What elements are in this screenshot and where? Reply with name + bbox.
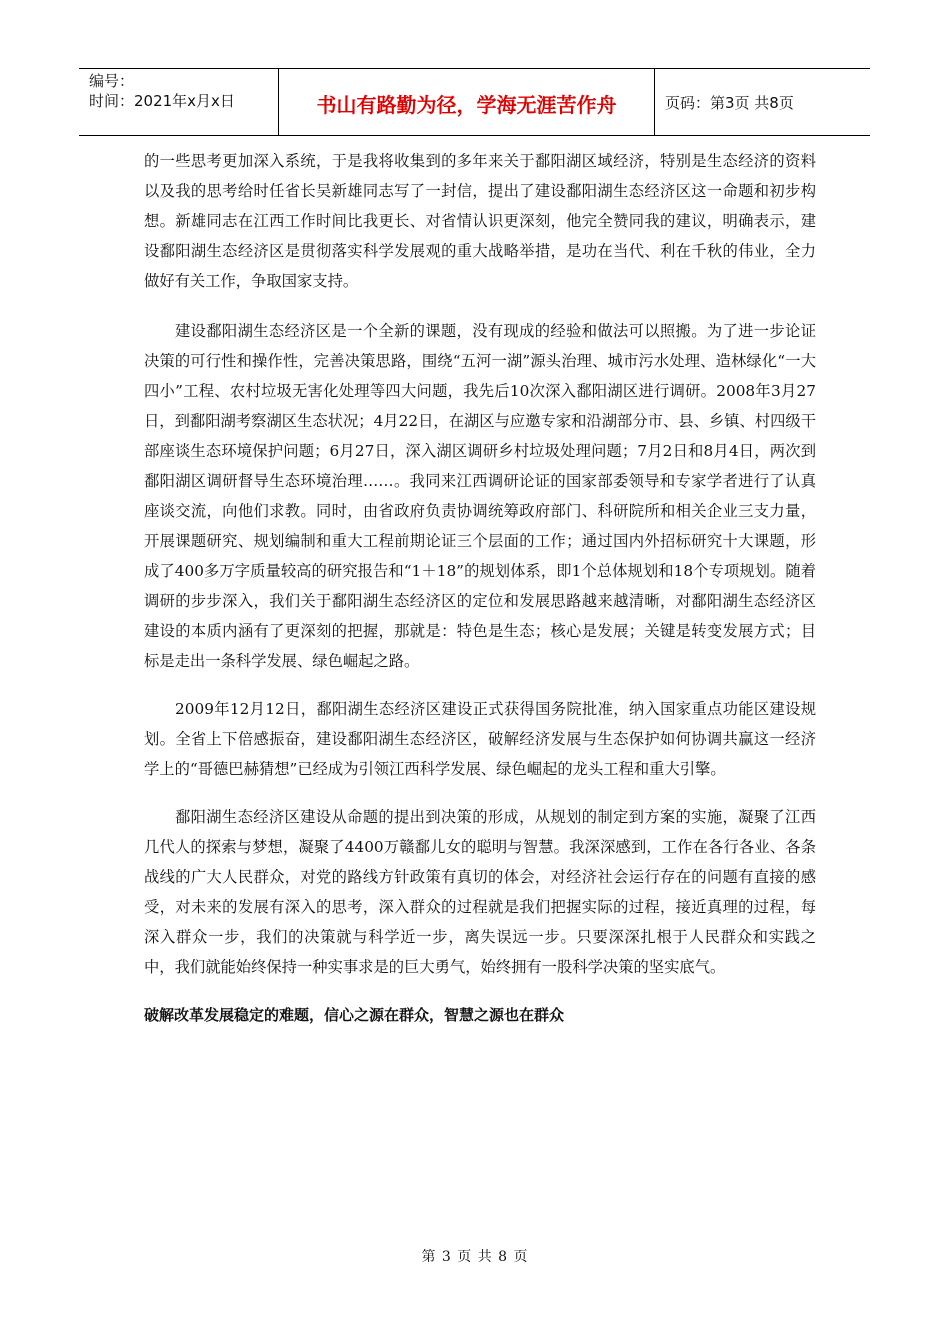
header-meta [79, 69, 279, 135]
paragraph: 鄱阳湖生态经济区建设从命题的提出到决策的形成，从规划的制定到方案的实施，凝聚了江西几代人的探索与梦想，凝聚了4400万赣鄱儿女的聪明与智慧。我深深感到，工作在各行各业、各条战线的广大人民群众，对党的路线方针政策有真切的体会，对经济社会运行存在的问题有直接的感受，对未来的发展有深入的思考，深入群众的过程就是我们把握实际的过程，接近真理的过程，每深入群众一步，我们的决策就与科学近一步，离失误远一步。只要深深扎根于人民群众和实践之中，我们就能始终保持一种实事求是的巨大勇气，始终拥有一股科学决策的坚实底气。 [144, 808, 816, 976]
section-heading: 破解改革发展稳定的难题，信心之源在群众，智慧之源也在群众 [144, 1006, 565, 1024]
header-page-info: 页码：第3页 共8页 [665, 93, 794, 112]
header-motto: 书山有路勤为径，学海无涯苦作舟 [279, 69, 655, 135]
paragraph: 2009年12月12日，鄱阳湖生态经济区建设正式获得国务院批准，纳入国家重点功能区建设规划。全省上下倍感振奋，建设鄱阳湖生态经济区，破解经济发展与生态保护如何协调共赢这一经济学上的“哥德巴赫猜想”已经成为引领江西科学发展、绿色崛起的龙头工程和重大引擎。 [144, 700, 816, 778]
paragraph: 建设鄱阳湖生态经济区是一个全新的课题，没有现成的经验和做法可以照搬。为了进一步论证决策的可行性和操作性，完善决策思路，围绕“五河一湖”源头治理、城市污水处理、造林绿化“一大四小”工程、农村垃圾无害化处理等四大问题，我先后10次深入鄱阳湖区进行调研。2008年3月27日，到鄱阳湖考察湖区生态状况；4月22日，在湖区与应邀专家和沿湖部分市、县、乡镇、村四级干部座谈生态环境保护问题；6月27日，深入湖区调研乡村垃圾处理问题；7月2日和8月4日，两次到鄱阳湖区调研督导生态环境治理……。我同来江西调研论证的国家部委领导和专家学者进行了认真座谈交流，向他们求教。同时，由省政府负责协调统筹政府部门、科研院所和相关企业三支力量，开展课题研究、规划编制和重大工程前期论证三个层面的工作；通过国内外招标研究十大课题，形成了400多万字质量较高的研究报告和“1＋18”的规划体系，即1个总体规划和18个专项规划。随着调研的步步深入，我们关于鄱阳湖生态经济区的定位和发展思路越来越清晰，对鄱阳湖生态经济区建设的本质内涵有了更深刻的把握，那就是：特色是生态；核心是发展；关键是转变发展方式；目标是走出一条科学发展、绿色崛起之路。 [144, 322, 816, 670]
page-footer: 第 3 页 共 8 页 [421, 1249, 529, 1265]
number-label: 编号： [89, 72, 135, 90]
page-header [79, 68, 870, 136]
document-body [144, 146, 816, 1030]
date-label: 时间：2021年x月x日 [89, 92, 235, 110]
paragraph-continued: 的一些思考更加深入系统，于是我将收集到的多年来关于鄱阳湖区域经济，特别是生态经济的资料以及我的思考给时任省长吴新雄同志写了一封信，提出了建设鄱阳湖生态经济区这一命题和初步构想。新雄同志在江西工作时间比我更长、对省情认识更深刻，他完全赞同我的建议，明确表示，建设鄱阳湖生态经济区是贯彻落实科学发展观的重大战略举措，是功在当代、利在千秋的伟业，全力做好有关工作，争取国家支持。 [144, 152, 816, 290]
